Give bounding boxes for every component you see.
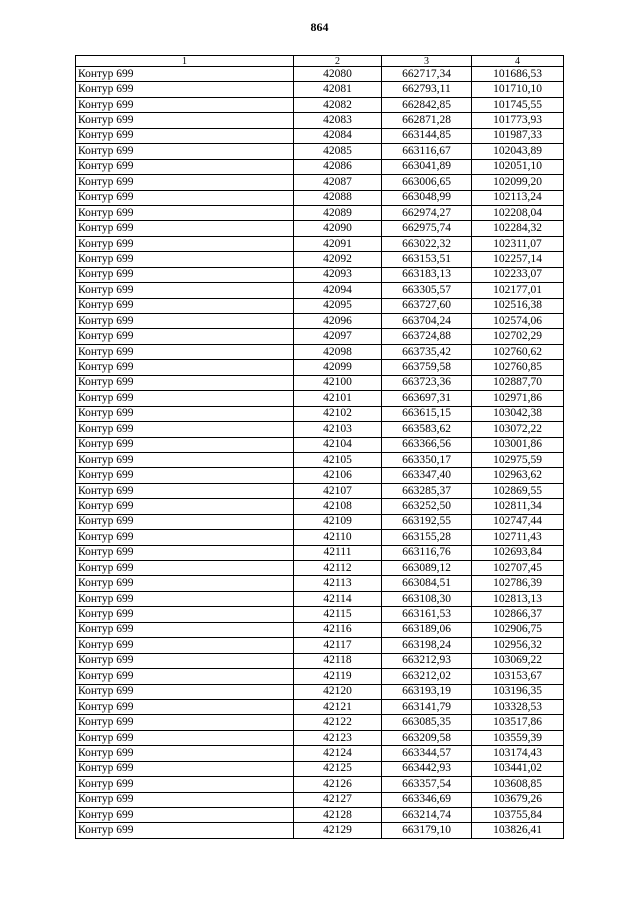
- point-number-cell: 42110: [294, 530, 382, 545]
- contour-name-cell: Контур 699: [76, 298, 294, 313]
- contour-name-cell: Контур 699: [76, 499, 294, 514]
- table-row: [76, 344, 564, 359]
- table-row: [76, 715, 564, 730]
- x-coordinate-cell: 663285,37: [382, 483, 472, 498]
- point-number-cell: 42114: [294, 591, 382, 606]
- table-row: [76, 329, 564, 344]
- y-coordinate-cell: 103001,86: [472, 437, 564, 452]
- contour-name-cell: Контур 699: [76, 391, 294, 406]
- x-coordinate-cell: 662974,27: [382, 205, 472, 220]
- table-row: [76, 252, 564, 267]
- contour-name-cell: Контур 699: [76, 622, 294, 637]
- contour-name-cell: Контур 699: [76, 205, 294, 220]
- contour-name-cell: Контур 699: [76, 730, 294, 745]
- table-row: [76, 190, 564, 205]
- x-coordinate-cell: 662975,74: [382, 221, 472, 236]
- table-row: [76, 483, 564, 498]
- table-row: [76, 391, 564, 406]
- y-coordinate-cell: 103441,02: [472, 761, 564, 776]
- table-row: [76, 360, 564, 375]
- contour-name-cell: Контур 699: [76, 159, 294, 174]
- contour-name-cell: Контур 699: [76, 746, 294, 761]
- contour-name-cell: Контур 699: [76, 669, 294, 684]
- table-row: [76, 622, 564, 637]
- table-row: [76, 283, 564, 298]
- point-number-cell: 42086: [294, 159, 382, 174]
- point-number-cell: 42091: [294, 236, 382, 251]
- page-number: 864: [310, 20, 329, 34]
- x-coordinate-cell: 663252,50: [382, 499, 472, 514]
- point-number-cell: 42087: [294, 175, 382, 190]
- x-coordinate-cell: 663041,89: [382, 159, 472, 174]
- contour-name-cell: Контур 699: [76, 329, 294, 344]
- point-number-cell: 42090: [294, 221, 382, 236]
- point-number-cell: 42081: [294, 82, 382, 97]
- y-coordinate-cell: 103608,85: [472, 777, 564, 792]
- x-coordinate-cell: 663727,60: [382, 298, 472, 313]
- point-number-cell: 42108: [294, 499, 382, 514]
- y-coordinate-cell: 101987,33: [472, 128, 564, 143]
- contour-name-cell: Контур 699: [76, 252, 294, 267]
- y-coordinate-cell: 102284,32: [472, 221, 564, 236]
- y-coordinate-cell: 102956,32: [472, 638, 564, 653]
- point-number-cell: 42128: [294, 808, 382, 823]
- point-number-cell: 42101: [294, 391, 382, 406]
- x-coordinate-cell: 663347,40: [382, 468, 472, 483]
- table-row: [76, 730, 564, 745]
- table-row: [76, 97, 564, 112]
- point-number-cell: 42084: [294, 128, 382, 143]
- table-row: [76, 530, 564, 545]
- x-coordinate-cell: 663141,79: [382, 699, 472, 714]
- x-coordinate-cell: 663006,65: [382, 175, 472, 190]
- table-row: [76, 159, 564, 174]
- point-number-cell: 42085: [294, 144, 382, 159]
- point-number-cell: 42099: [294, 360, 382, 375]
- point-number-cell: 42089: [294, 205, 382, 220]
- point-number-cell: 42088: [294, 190, 382, 205]
- table-row: [76, 314, 564, 329]
- table-row: [76, 128, 564, 143]
- y-coordinate-cell: 102747,44: [472, 514, 564, 529]
- x-coordinate-cell: 663198,24: [382, 638, 472, 653]
- contour-name-cell: Контур 699: [76, 653, 294, 668]
- table-row: [76, 375, 564, 390]
- table-row: [76, 468, 564, 483]
- table-row: [76, 144, 564, 159]
- table-row: [76, 653, 564, 668]
- point-number-cell: 42092: [294, 252, 382, 267]
- point-number-cell: 42109: [294, 514, 382, 529]
- contour-name-cell: Контур 699: [76, 236, 294, 251]
- x-coordinate-cell: 663442,93: [382, 761, 472, 776]
- point-number-cell: 42127: [294, 792, 382, 807]
- header-row: [76, 56, 564, 67]
- x-coordinate-cell: 663161,53: [382, 607, 472, 622]
- y-coordinate-cell: 102574,06: [472, 314, 564, 329]
- x-coordinate-cell: 663346,69: [382, 792, 472, 807]
- point-number-cell: 42102: [294, 406, 382, 421]
- y-coordinate-cell: 101710,10: [472, 82, 564, 97]
- table-body: [76, 67, 564, 839]
- table-row: [76, 699, 564, 714]
- point-number-cell: 42080: [294, 67, 382, 82]
- point-number-cell: 42123: [294, 730, 382, 745]
- point-number-cell: 42104: [294, 437, 382, 452]
- y-coordinate-cell: 102099,20: [472, 175, 564, 190]
- y-coordinate-cell: 102813,13: [472, 591, 564, 606]
- point-number-cell: 42095: [294, 298, 382, 313]
- table-row: [76, 422, 564, 437]
- contour-name-cell: Контур 699: [76, 267, 294, 282]
- x-coordinate-cell: 663214,74: [382, 808, 472, 823]
- x-coordinate-cell: 663192,55: [382, 514, 472, 529]
- point-number-cell: 42129: [294, 823, 382, 838]
- point-number-cell: 42117: [294, 638, 382, 653]
- contour-name-cell: Контур 699: [76, 699, 294, 714]
- y-coordinate-cell: 102760,85: [472, 360, 564, 375]
- contour-name-cell: Контур 699: [76, 761, 294, 776]
- table-row: [76, 561, 564, 576]
- table-row: [76, 545, 564, 560]
- x-coordinate-cell: 663723,36: [382, 375, 472, 390]
- x-coordinate-cell: 663357,54: [382, 777, 472, 792]
- contour-name-cell: Контур 699: [76, 67, 294, 82]
- y-coordinate-cell: 103072,22: [472, 422, 564, 437]
- x-coordinate-cell: 663085,35: [382, 715, 472, 730]
- y-coordinate-cell: 101745,55: [472, 97, 564, 112]
- x-coordinate-cell: 663048,99: [382, 190, 472, 205]
- x-coordinate-cell: 663344,57: [382, 746, 472, 761]
- table-row: [76, 175, 564, 190]
- y-coordinate-cell: 101773,93: [472, 113, 564, 128]
- point-number-cell: 42122: [294, 715, 382, 730]
- column-header-2: 2: [294, 56, 382, 67]
- x-coordinate-cell: 663759,58: [382, 360, 472, 375]
- y-coordinate-cell: 102975,59: [472, 452, 564, 467]
- point-number-cell: 42106: [294, 468, 382, 483]
- point-number-cell: 42096: [294, 314, 382, 329]
- contour-name-cell: Контур 699: [76, 283, 294, 298]
- contour-name-cell: Контур 699: [76, 452, 294, 467]
- table-row: [76, 221, 564, 236]
- y-coordinate-cell: 102866,37: [472, 607, 564, 622]
- table-row: [76, 267, 564, 282]
- contour-name-cell: Контур 699: [76, 314, 294, 329]
- contour-name-cell: Контур 699: [76, 514, 294, 529]
- table-row: [76, 777, 564, 792]
- contour-name-cell: Контур 699: [76, 437, 294, 452]
- y-coordinate-cell: 102177,01: [472, 283, 564, 298]
- x-coordinate-cell: 663704,24: [382, 314, 472, 329]
- contour-name-cell: Контур 699: [76, 144, 294, 159]
- contour-name-cell: Контур 699: [76, 808, 294, 823]
- x-coordinate-cell: 663153,51: [382, 252, 472, 267]
- contour-name-cell: Контур 699: [76, 175, 294, 190]
- y-coordinate-cell: 102208,04: [472, 205, 564, 220]
- contour-name-cell: Контур 699: [76, 82, 294, 97]
- y-coordinate-cell: 103069,22: [472, 653, 564, 668]
- y-coordinate-cell: 103559,39: [472, 730, 564, 745]
- y-coordinate-cell: 103755,84: [472, 808, 564, 823]
- point-number-cell: 42083: [294, 113, 382, 128]
- column-header-4: 4: [472, 56, 564, 67]
- y-coordinate-cell: 102702,29: [472, 329, 564, 344]
- x-coordinate-cell: 663212,93: [382, 653, 472, 668]
- y-coordinate-cell: 102051,10: [472, 159, 564, 174]
- point-number-cell: 42105: [294, 452, 382, 467]
- x-coordinate-cell: 663212,02: [382, 669, 472, 684]
- point-number-cell: 42115: [294, 607, 382, 622]
- table-row: [76, 67, 564, 82]
- x-coordinate-cell: 663144,85: [382, 128, 472, 143]
- table-row: [76, 823, 564, 838]
- y-coordinate-cell: 102113,24: [472, 190, 564, 205]
- y-coordinate-cell: 101686,53: [472, 67, 564, 82]
- y-coordinate-cell: 102711,43: [472, 530, 564, 545]
- y-coordinate-cell: 103328,53: [472, 699, 564, 714]
- contour-name-cell: Контур 699: [76, 406, 294, 421]
- contour-name-cell: Контур 699: [76, 468, 294, 483]
- table-row: [76, 236, 564, 251]
- table-row: [76, 406, 564, 421]
- contour-name-cell: Контур 699: [76, 483, 294, 498]
- x-coordinate-cell: 663615,15: [382, 406, 472, 421]
- table-row: [76, 638, 564, 653]
- y-coordinate-cell: 102786,39: [472, 576, 564, 591]
- contour-name-cell: Контур 699: [76, 545, 294, 560]
- point-number-cell: 42120: [294, 684, 382, 699]
- contour-name-cell: Контур 699: [76, 777, 294, 792]
- table-header: [76, 56, 564, 67]
- point-number-cell: 42116: [294, 622, 382, 637]
- table-row: [76, 514, 564, 529]
- table-row: [76, 669, 564, 684]
- table-row: [76, 82, 564, 97]
- y-coordinate-cell: 102257,14: [472, 252, 564, 267]
- x-coordinate-cell: 663350,17: [382, 452, 472, 467]
- point-number-cell: 42103: [294, 422, 382, 437]
- x-coordinate-cell: 663108,30: [382, 591, 472, 606]
- y-coordinate-cell: 102707,45: [472, 561, 564, 576]
- x-coordinate-cell: 663193,19: [382, 684, 472, 699]
- table-row: [76, 591, 564, 606]
- contour-name-cell: Контур 699: [76, 823, 294, 838]
- y-coordinate-cell: 102311,07: [472, 236, 564, 251]
- x-coordinate-cell: 663366,56: [382, 437, 472, 452]
- table-row: [76, 437, 564, 452]
- x-coordinate-cell: 663697,31: [382, 391, 472, 406]
- y-coordinate-cell: 102760,62: [472, 344, 564, 359]
- contour-name-cell: Контур 699: [76, 530, 294, 545]
- y-coordinate-cell: 103174,43: [472, 746, 564, 761]
- contour-name-cell: Контур 699: [76, 113, 294, 128]
- contour-name-cell: Контур 699: [76, 422, 294, 437]
- x-coordinate-cell: 663209,58: [382, 730, 472, 745]
- point-number-cell: 42124: [294, 746, 382, 761]
- y-coordinate-cell: 102963,62: [472, 468, 564, 483]
- y-coordinate-cell: 102869,55: [472, 483, 564, 498]
- y-coordinate-cell: 103679,26: [472, 792, 564, 807]
- point-number-cell: 42112: [294, 561, 382, 576]
- point-number-cell: 42121: [294, 699, 382, 714]
- contour-name-cell: Контур 699: [76, 190, 294, 205]
- contour-name-cell: Контур 699: [76, 344, 294, 359]
- x-coordinate-cell: 663583,62: [382, 422, 472, 437]
- contour-name-cell: Контур 699: [76, 715, 294, 730]
- y-coordinate-cell: 103042,38: [472, 406, 564, 421]
- table-row: [76, 746, 564, 761]
- y-coordinate-cell: 103517,86: [472, 715, 564, 730]
- table-row: [76, 808, 564, 823]
- table-row: [76, 684, 564, 699]
- contour-name-cell: Контур 699: [76, 684, 294, 699]
- table-row: [76, 792, 564, 807]
- y-coordinate-cell: 103196,35: [472, 684, 564, 699]
- x-coordinate-cell: 663183,13: [382, 267, 472, 282]
- point-number-cell: 42094: [294, 283, 382, 298]
- x-coordinate-cell: 663724,88: [382, 329, 472, 344]
- y-coordinate-cell: 102887,70: [472, 375, 564, 390]
- x-coordinate-cell: 663116,76: [382, 545, 472, 560]
- x-coordinate-cell: 663084,51: [382, 576, 472, 591]
- contour-name-cell: Контур 699: [76, 97, 294, 112]
- point-number-cell: 42098: [294, 344, 382, 359]
- y-coordinate-cell: 102693,84: [472, 545, 564, 560]
- contour-name-cell: Контур 699: [76, 221, 294, 236]
- point-number-cell: 42118: [294, 653, 382, 668]
- point-number-cell: 42113: [294, 576, 382, 591]
- x-coordinate-cell: 663089,12: [382, 561, 472, 576]
- table-row: [76, 499, 564, 514]
- point-number-cell: 42093: [294, 267, 382, 282]
- contour-name-cell: Контур 699: [76, 128, 294, 143]
- contour-name-cell: Контур 699: [76, 576, 294, 591]
- x-coordinate-cell: 662793,11: [382, 82, 472, 97]
- point-number-cell: 42082: [294, 97, 382, 112]
- point-number-cell: 42107: [294, 483, 382, 498]
- x-coordinate-cell: 662717,34: [382, 67, 472, 82]
- table-row: [76, 113, 564, 128]
- table-row: [76, 607, 564, 622]
- table-row: [76, 761, 564, 776]
- contour-name-cell: Контур 699: [76, 591, 294, 606]
- column-header-3: 3: [382, 56, 472, 67]
- y-coordinate-cell: 102971,86: [472, 391, 564, 406]
- x-coordinate-cell: 663735,42: [382, 344, 472, 359]
- y-coordinate-cell: 103153,67: [472, 669, 564, 684]
- x-coordinate-cell: 662842,85: [382, 97, 472, 112]
- point-number-cell: 42125: [294, 761, 382, 776]
- table-row: [76, 298, 564, 313]
- x-coordinate-cell: 663155,28: [382, 530, 472, 545]
- y-coordinate-cell: 102811,34: [472, 499, 564, 514]
- x-coordinate-cell: 663116,67: [382, 144, 472, 159]
- y-coordinate-cell: 102906,75: [472, 622, 564, 637]
- y-coordinate-cell: 102233,07: [472, 267, 564, 282]
- contour-name-cell: Контур 699: [76, 561, 294, 576]
- x-coordinate-cell: 663022,32: [382, 236, 472, 251]
- point-number-cell: 42119: [294, 669, 382, 684]
- table-row: [76, 576, 564, 591]
- x-coordinate-cell: 663305,57: [382, 283, 472, 298]
- contour-name-cell: Контур 699: [76, 638, 294, 653]
- point-number-cell: 42111: [294, 545, 382, 560]
- y-coordinate-cell: 103826,41: [472, 823, 564, 838]
- table-row: [76, 205, 564, 220]
- contour-name-cell: Контур 699: [76, 360, 294, 375]
- x-coordinate-cell: 663179,10: [382, 823, 472, 838]
- y-coordinate-cell: 102043,89: [472, 144, 564, 159]
- table-row: [76, 452, 564, 467]
- contour-name-cell: Контур 699: [76, 792, 294, 807]
- point-number-cell: 42126: [294, 777, 382, 792]
- x-coordinate-cell: 662871,28: [382, 113, 472, 128]
- contour-name-cell: Контур 699: [76, 375, 294, 390]
- coordinates-table: [75, 55, 564, 839]
- point-number-cell: 42097: [294, 329, 382, 344]
- point-number-cell: 42100: [294, 375, 382, 390]
- y-coordinate-cell: 102516,38: [472, 298, 564, 313]
- column-header-1: 1: [76, 56, 294, 67]
- contour-name-cell: Контур 699: [76, 607, 294, 622]
- x-coordinate-cell: 663189,06: [382, 622, 472, 637]
